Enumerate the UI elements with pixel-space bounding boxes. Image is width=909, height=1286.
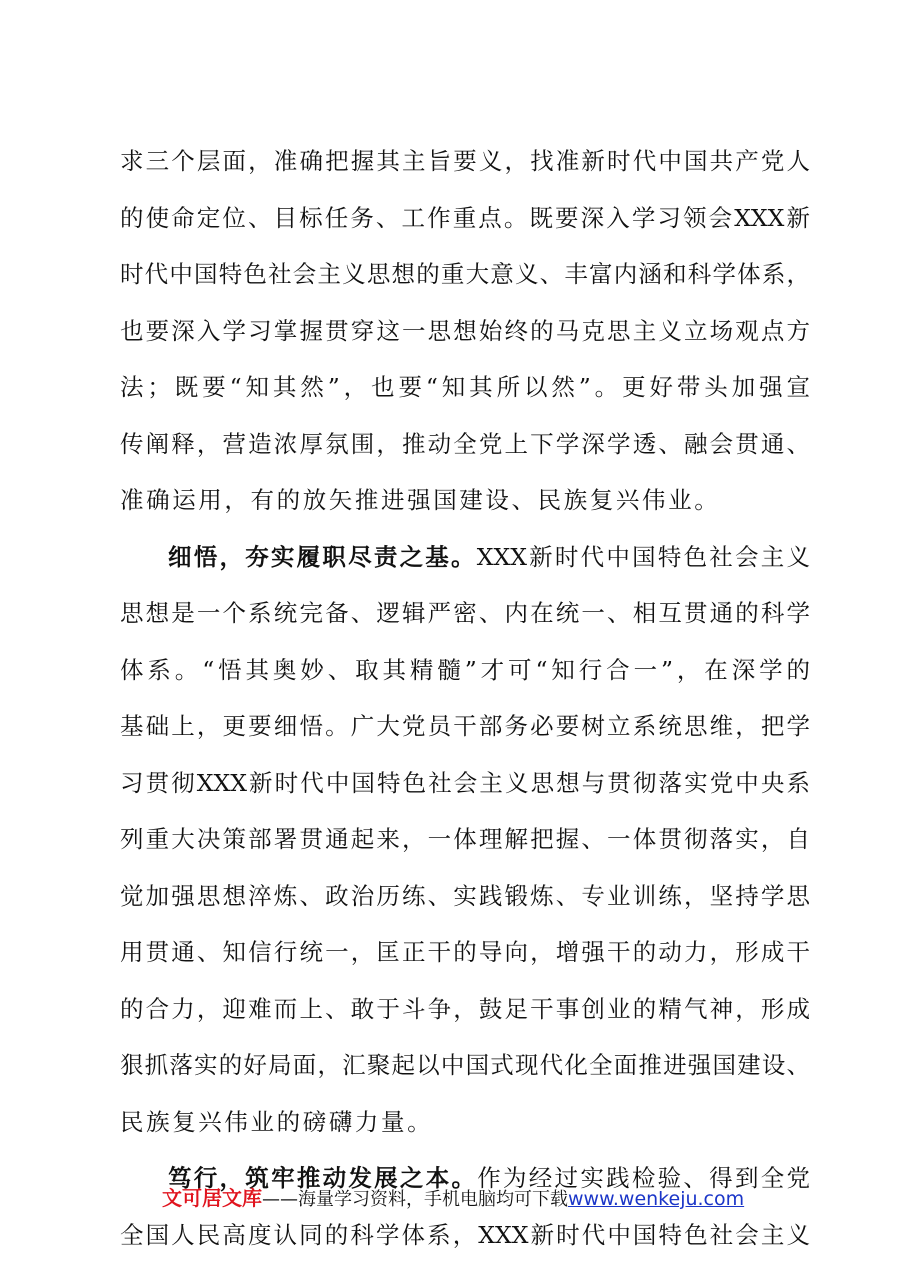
paragraph-2-line-8: 用贯通、知信行统一，匡正干的导向，增强干的动力，形成干 bbox=[120, 938, 810, 966]
paragraph-2-line-3: 体系。“悟其奥妙、取其精髓”才可“知行合一”，在深学的 bbox=[120, 655, 810, 684]
paragraph-2-line-4: 基础上，更要细悟。广大党员干部务必要树立系统思维，把学 bbox=[120, 712, 810, 740]
footer-tagline: ——海量学习资料，手机电脑均可下载 bbox=[262, 1189, 568, 1210]
paragraph-3-line-2: 全国人民高度认同的科学体系，XXX新时代中国特色社会主义 bbox=[120, 1220, 810, 1249]
paragraph-2-line-10: 狠抓落实的好局面，汇聚起以中国式现代化全面推进强国建设、 bbox=[120, 1051, 810, 1079]
paragraph-1-line-1: 求三个层面，准确把握其主旨要义，找准新时代中国共产党人 bbox=[120, 147, 810, 175]
paragraph-1-line-3: 时代中国特色社会主义思想的重大意义、丰富内涵和科学体系， bbox=[120, 260, 810, 288]
paragraph-2-line-5: 习贯彻XXX新时代中国特色社会主义思想与贯彻落实党中央系 bbox=[120, 768, 810, 797]
paragraph-2-lead-heading: 细悟，夯实履职尽责之基。 bbox=[168, 542, 477, 571]
paragraph-2-line-11: 民族复兴伟业的磅礴力量。 bbox=[120, 1107, 434, 1136]
page-footer bbox=[162, 1186, 744, 1212]
paragraph-1-line-6: 传阐释，营造浓厚氛围，推动全党上下学深学透、融会贯通、 bbox=[120, 429, 810, 458]
paragraph-3-first-line-text: 作为经过实践检验、得到全党 bbox=[477, 1164, 810, 1192]
paragraph-1-line-7: 准确运用，有的放矢推进强国建设、民族复兴伟业。 bbox=[120, 486, 721, 514]
paragraph-3-lead-heading: 笃行，筑牢推动发展之本。 bbox=[168, 1164, 478, 1192]
footer-brand: 文可居文库 bbox=[162, 1186, 262, 1210]
paragraph-1-line-4: 也要深入学习掌握贯穿这一思想始终的马克思主义立场观点方 bbox=[120, 316, 810, 345]
paragraph-2-first-line bbox=[120, 544, 810, 570]
document-body bbox=[120, 148, 810, 1278]
paragraph-2-line-6: 列重大决策部署贯通起来，一体理解把握、一体贯彻落实，自 bbox=[120, 825, 810, 853]
paragraph-2-first-line-text: XXX新时代中国特色社会主义 bbox=[476, 542, 810, 571]
paragraph-2-line-9: 的合力，迎难而上、敢于斗争，鼓足干事创业的精气神，形成 bbox=[120, 994, 810, 1023]
paragraph-1-line-2: 的使命定位、目标任务、工作重点。既要深入学习领会XXX新 bbox=[120, 203, 810, 232]
paragraph-1-line-5: 法；既要“知其然”，也要“知其所以然”。更好带头加强宣 bbox=[120, 373, 810, 401]
footer-website-link[interactable]: www.wenkeju.com bbox=[568, 1188, 745, 1210]
paragraph-2-line-2: 思想是一个系统完备、逻辑严密、内在统一、相互贯通的科学 bbox=[120, 599, 810, 627]
paragraph-2-line-7: 觉加强思想淬炼、政治历练、实践锻炼、专业训练，坚持学思 bbox=[120, 881, 810, 910]
